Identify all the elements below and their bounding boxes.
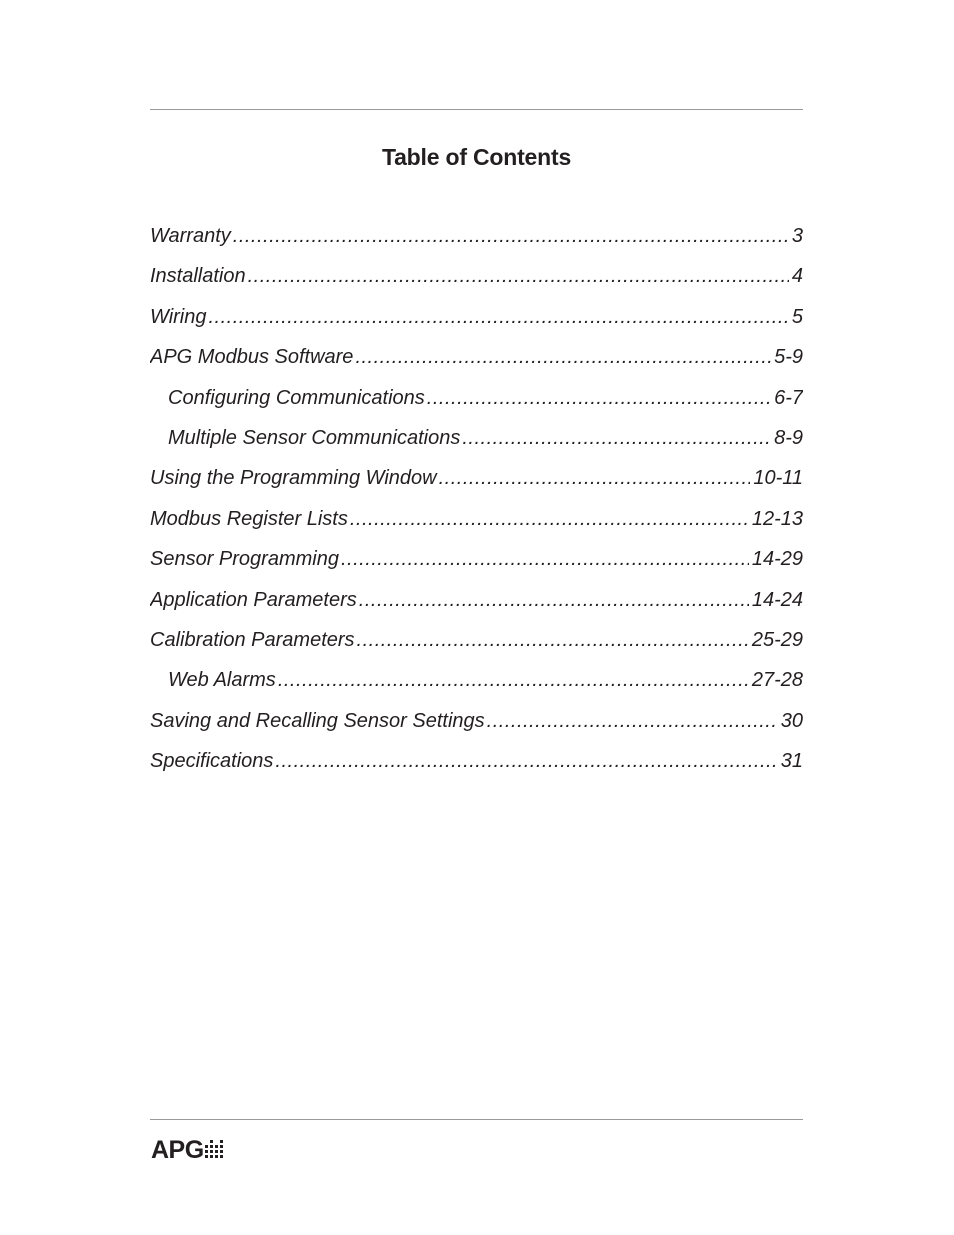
toc-entry xyxy=(150,747,803,787)
toc-entry-page: 5 xyxy=(791,305,803,328)
toc-entry xyxy=(150,384,803,424)
toc-dot-leader xyxy=(462,424,771,452)
toc-dot-leader xyxy=(487,707,778,735)
toc-entry xyxy=(150,464,803,504)
toc-entry-label: Configuring Communications xyxy=(168,386,425,409)
toc-dot-leader xyxy=(359,586,749,614)
toc-entry-label: Warranty xyxy=(150,225,231,247)
toc-entry-label: Installation xyxy=(150,265,246,288)
toc-dot-leader xyxy=(278,666,749,694)
toc-entry-page: 25-29 xyxy=(751,628,803,651)
toc-entry-page: 6-7 xyxy=(774,386,803,409)
toc-entry-label: Using the Programming Window xyxy=(150,467,437,490)
toc-entry xyxy=(150,424,803,464)
toc-entry xyxy=(150,707,803,747)
toc-entry xyxy=(150,666,803,706)
toc-entry xyxy=(150,626,803,666)
apg-grid-logo-icon xyxy=(205,1139,227,1161)
toc-dot-leader xyxy=(427,384,771,412)
toc-dot-leader xyxy=(233,222,789,250)
toc-dot-leader xyxy=(357,626,749,654)
toc-dot-leader xyxy=(355,343,771,371)
toc-entry-label: Specifications xyxy=(150,750,274,773)
toc-entry-page: 30 xyxy=(780,709,803,732)
bottom-divider xyxy=(150,1119,803,1120)
toc-entry-page: 10-11 xyxy=(753,467,803,490)
toc-entry xyxy=(150,222,803,262)
page-title: Table of Contents xyxy=(381,144,572,170)
toc-entry-page: 8-9 xyxy=(774,426,803,449)
toc-entry-label: Wiring xyxy=(150,305,207,328)
toc-entry-page: 3 xyxy=(791,225,803,247)
toc-entry xyxy=(150,505,803,545)
toc-entry-page: 14-29 xyxy=(751,548,803,571)
toc-entry-label: Sensor Programming xyxy=(150,548,339,571)
top-divider xyxy=(150,109,803,110)
toc-dot-leader xyxy=(341,545,749,573)
toc-entry-label: Web Alarms xyxy=(168,669,276,692)
toc-entry-label: APG Modbus Software xyxy=(150,346,354,369)
toc-entry-page: 4 xyxy=(791,265,803,288)
toc-dot-leader xyxy=(275,747,777,775)
toc-entry xyxy=(150,586,803,626)
toc-entry-page: 12-13 xyxy=(751,507,803,530)
toc-entry-label: Saving and Recalling Sensor Settings xyxy=(150,709,485,732)
toc-entry-label: Modbus Register Lists xyxy=(150,507,348,530)
toc-entry-page: 31 xyxy=(780,750,803,773)
logo-text: APG xyxy=(151,1136,204,1164)
toc-dot-leader xyxy=(248,262,789,290)
toc-dot-leader xyxy=(350,505,749,533)
toc-entry-page: 27-28 xyxy=(751,669,803,692)
toc-entry-page: 14-24 xyxy=(751,588,803,611)
toc-entry-label: Application Parameters xyxy=(150,588,357,611)
toc-dot-leader xyxy=(209,303,789,331)
toc-entry xyxy=(150,545,803,585)
toc-entry xyxy=(150,303,803,343)
toc-entry xyxy=(150,343,803,383)
toc-entry-label: Calibration Parameters xyxy=(150,628,355,651)
toc-entry-page: 5-9 xyxy=(774,346,803,369)
toc-entry xyxy=(150,262,803,302)
table-of-contents xyxy=(150,222,803,787)
apg-logo xyxy=(151,1136,227,1164)
toc-dot-leader xyxy=(439,464,751,492)
toc-entry-label: Multiple Sensor Communications xyxy=(168,426,461,449)
